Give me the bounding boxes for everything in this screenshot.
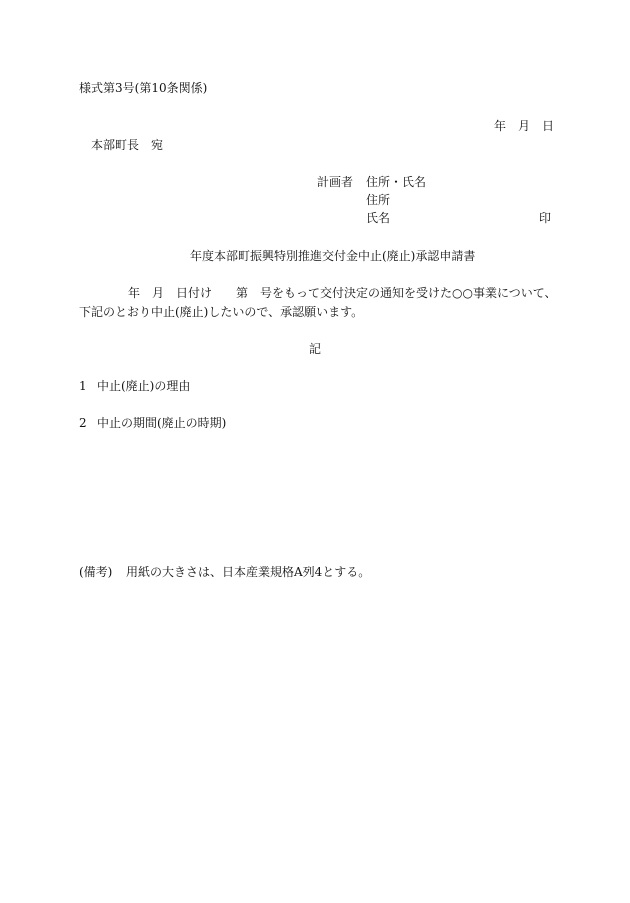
item-2-text: 中止の期間(廃止の時期) (97, 416, 227, 430)
item-1-text: 中止(廃止)の理由 (97, 379, 191, 393)
date-line: 年 月 日 (494, 119, 555, 133)
address-label: 住所 (366, 193, 391, 207)
planner-label: 計画者 (317, 175, 354, 189)
document-title: 年度本部町振興特別推進交付金中止(廃止)承認申請書 (190, 249, 476, 263)
item-1-number: 1 (79, 379, 87, 393)
body-line-1: 年 月 日付け 第 号をもって交付決定の通知を受けた○○事業について、 (128, 286, 557, 300)
form-number: 様式第3号(第10条関係) (79, 81, 208, 95)
ki-heading: 記 (309, 342, 322, 356)
name-label: 氏名 (366, 211, 391, 225)
item-2-number: 2 (79, 416, 87, 430)
seal-mark: 印 (539, 211, 552, 225)
body-line-2: 下記のとおり中止(廃止)したいので、承認願います。 (79, 305, 364, 319)
note-text: 用紙の大きさは、日本産業規格A列4とする。 (126, 565, 371, 579)
address-name-label: 住所・氏名 (366, 175, 427, 189)
addressee: 本部町長 宛 (91, 138, 164, 152)
note-label: (備考) (79, 565, 113, 579)
